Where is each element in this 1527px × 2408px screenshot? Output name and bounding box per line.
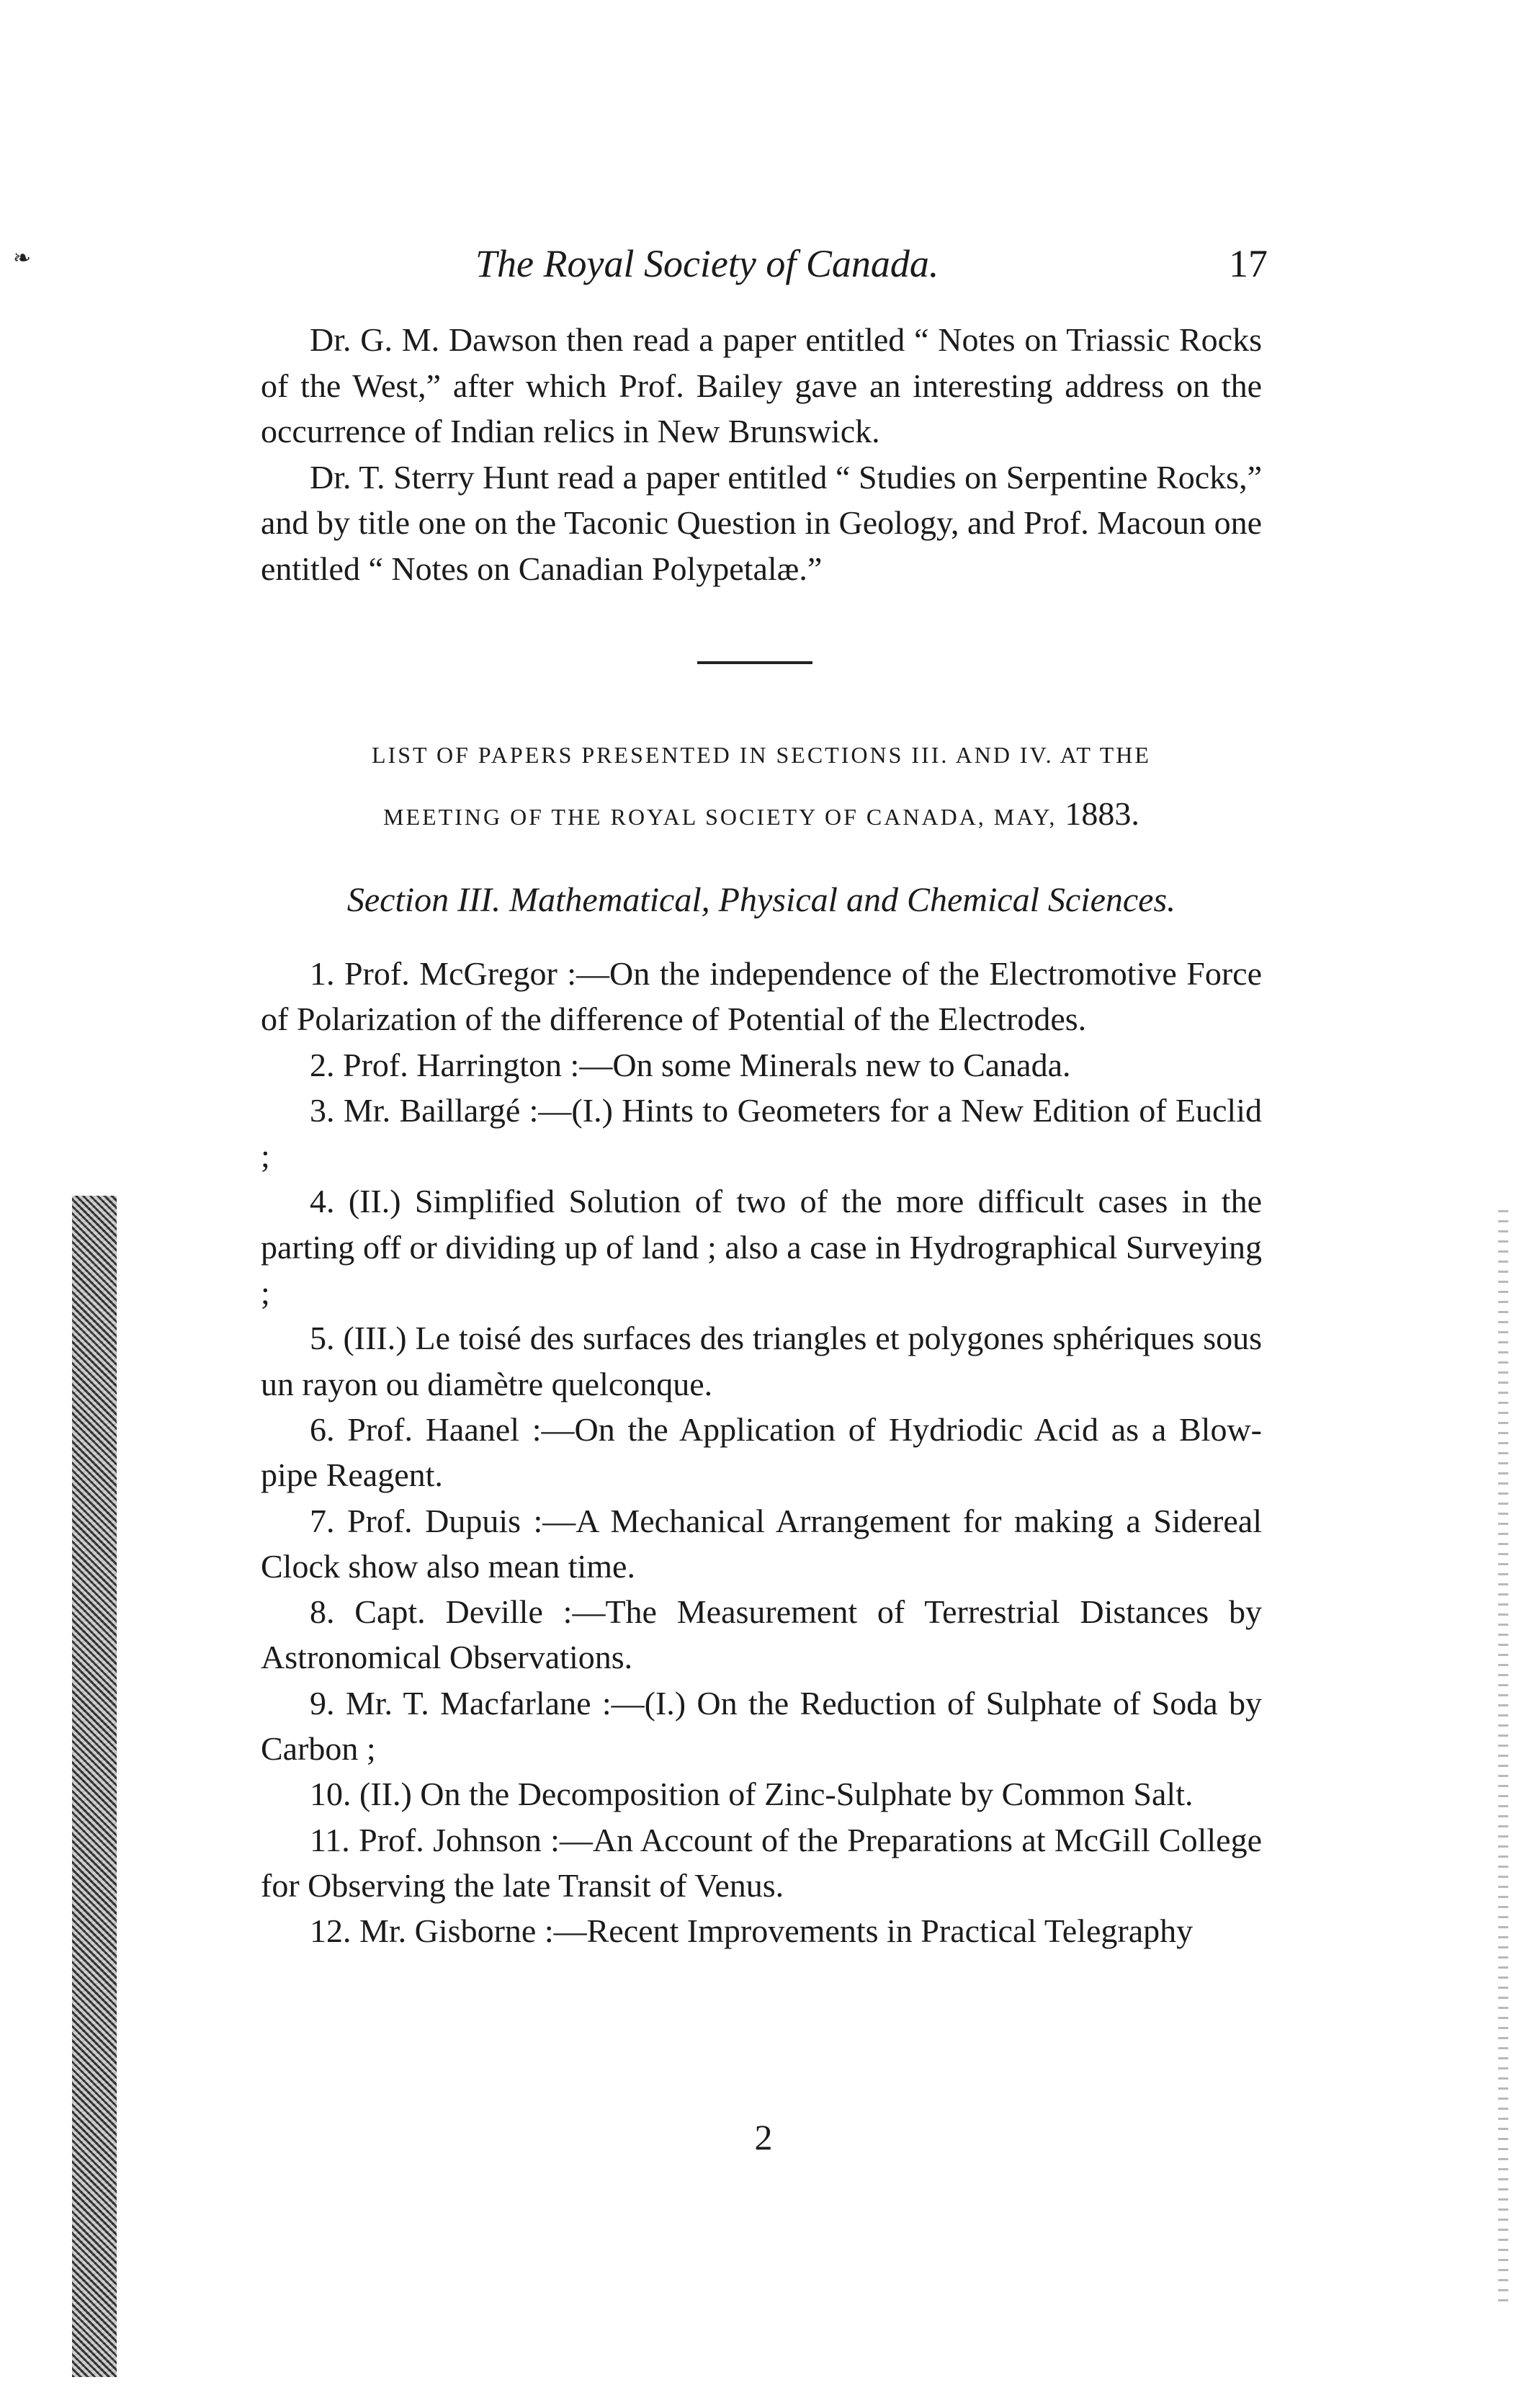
section-title: Section III. Mathematical, Physical and Chemical Sciences. [346,881,1176,919]
running-title: The Royal Society of Canada. [475,242,939,285]
list-item: 12. Mr. Gisborne :—Recent Improvements in Practical Telegraphy [310,1912,1194,1950]
list-heading-text: MEETING OF THE ROYAL SOCIETY OF CANADA, MAY, [383,804,1057,830]
list-item: 3. Mr. Baillargé :—(I.) Hints to Geometers for a New Edition of Euclid ; [261,1091,1262,1175]
paragraph-dawson: Dr. G. M. Dawson then read a paper entitled “ Notes on Triassic Rocks of the West,” after which Prof. Bailey gave an interesting address on the occurrence of Indian relics in New Brunswick. [261,321,1262,449]
signature-mark: 2 [754,2117,773,2157]
papers-list [261,951,1262,1954]
corner-flourish-icon: ❧ [13,246,32,270]
list-item: 1. Prof. McGregor :—On the independence of the Electromotive Force of Polarization of the difference of Potential of the Electrodes. [261,955,1262,1038]
list-item: 7. Prof. Dupuis :—A Mechanical Arrangement for making a Sidereal Clock show also mean time. [261,1502,1262,1585]
book-spine-shadow [72,1196,117,2377]
list-item: 4. (II.) Simplified Solution of two of the more difficult cases in the parting off or dividing up of land ; also a case in Hydrographical Surveying ; [261,1183,1262,1312]
list-item: 8. Capt. Deville :—The Measurement of Terrestrial Distances by Astronomical Observations. [261,1593,1262,1676]
list-heading-line-2 [261,792,1262,838]
list-heading-year: 1883. [1065,795,1139,832]
page-edge-specks [1498,1210,1508,2305]
list-item: 10. (II.) On the Decomposition of Zinc-Sulphate by Common Salt. [310,1776,1194,1813]
list-item: 6. Prof. Haanel :—On the Application of Hydriodic Acid as a Blow-pipe Reagent. [261,1410,1262,1494]
list-item: 9. Mr. T. Macfarlane :—(I.) On the Reduction of Sulphate of Soda by Carbon ; [261,1684,1262,1768]
list-item: 5. (III.) Le toisé des surfaces des triangles et polygones sphériques sous un rayon ou diamètre quelconque. [261,1320,1262,1402]
list-item: 11. Prof. Johnson :—An Account of the Preparations at McGill College for Observing the late Transit of Venus. [261,1821,1262,1904]
section-divider [697,661,812,664]
running-head [259,235,1268,292]
page-number: 17 [1229,242,1268,285]
list-heading-line-1: LIST OF PAPERS PRESENTED IN SECTIONS III. AND IV. AT THE [372,742,1151,768]
opening-paragraphs [261,317,1262,591]
paragraph-hunt: Dr. T. Sterry Hunt read a paper entitled “ Studies on Serpentine Rocks,” and by title one on the Taconic Question in Geology, and Prof. Macoun one entitled “ Notes on Canadian Polypetalæ.” [261,458,1262,587]
list-item: 2. Prof. Harrington :—On some Minerals new to Canada. [310,1046,1071,1083]
